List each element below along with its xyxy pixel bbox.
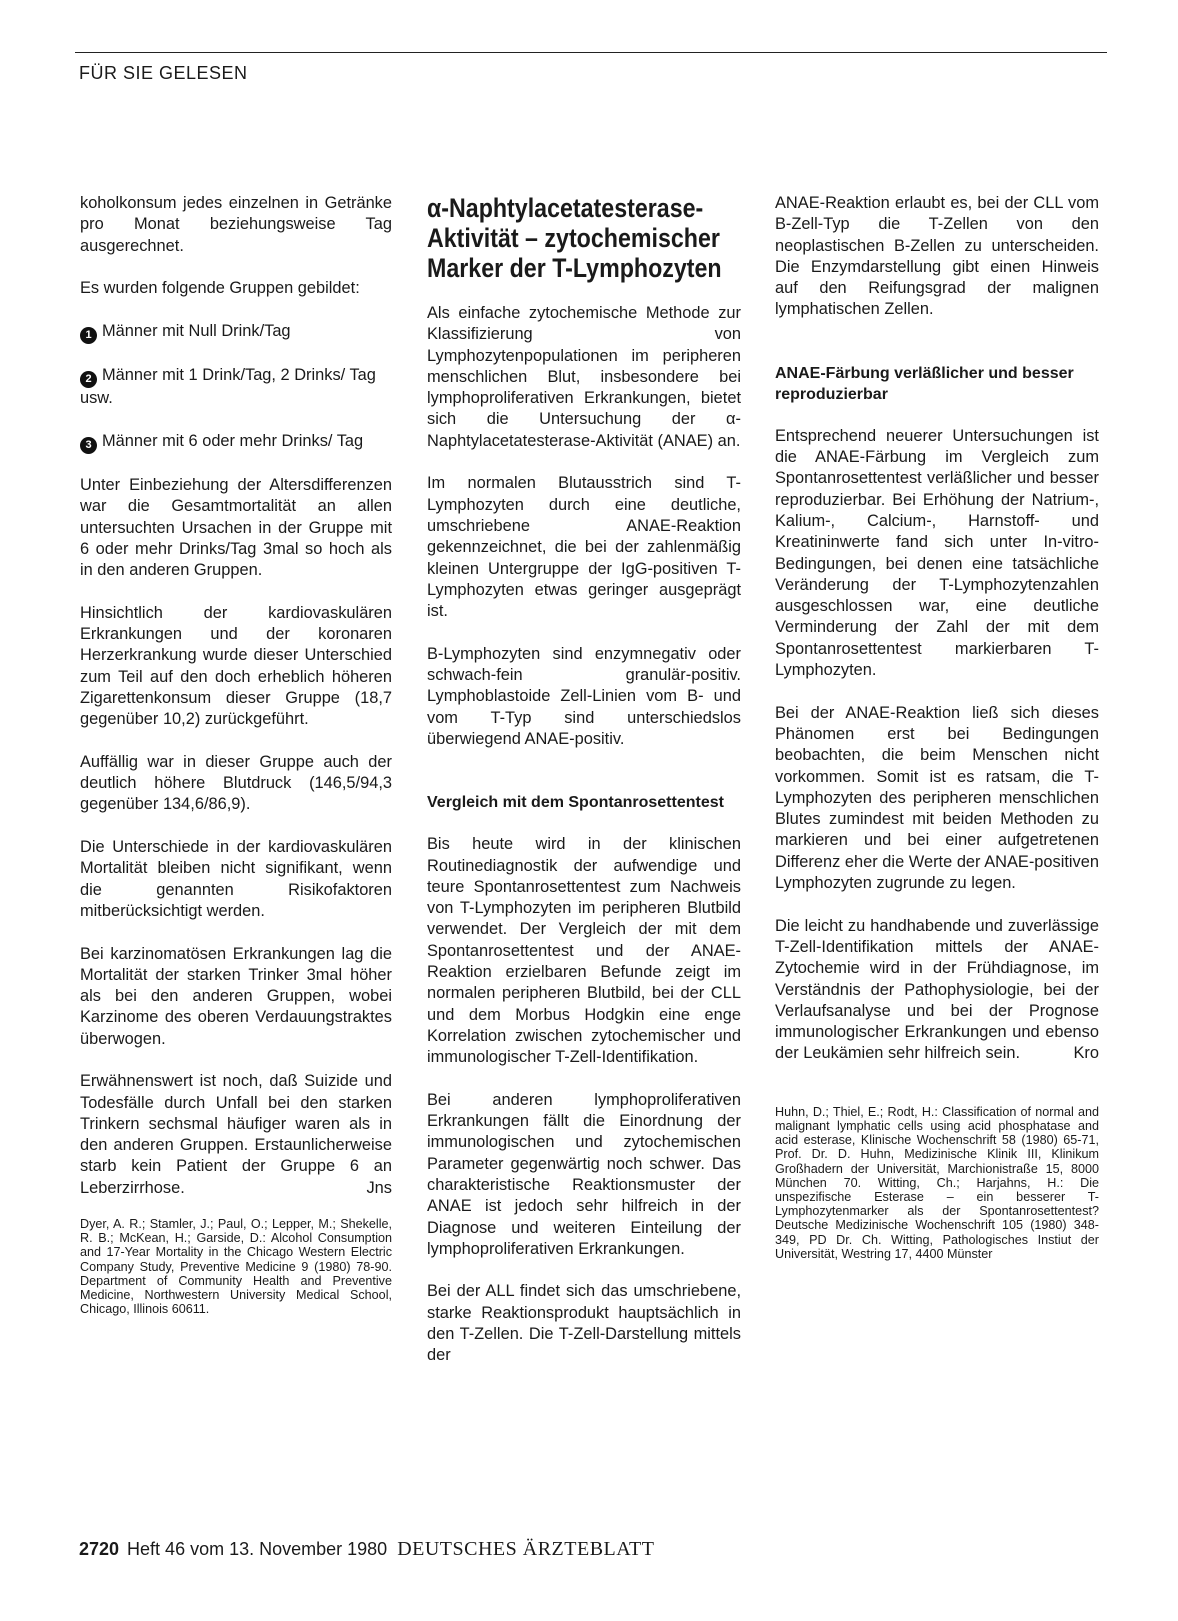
page-number: 2720: [79, 1539, 120, 1559]
col2-paragraph: Bei der ALL findet sich das umschriebene, starke Reaktionsprodukt hauptsächlich in den T-Zellen. Die T-Zell-Darstellung mittels der: [427, 1282, 741, 1365]
col2-paragraph: Bei anderen lymphoproliferativen Erkrankungen fällt die Einordnung der immunologischen und zytochemischen Parameter gegenwärtig noch schwer. Das charakteristische Reaktionsmuster der ANAE ist jedoch sehr hilfreich in der Diagnose und weiteren Einteilung der lymphoproliferativen Erkrankungen.: [427, 1090, 741, 1258]
group-item-text: Männer mit Null Drink/Tag: [102, 321, 291, 340]
col3-paragraph: Entsprechend neuerer Untersuchungen ist die ANAE-Färbung im Vergleich zum Spontanrosettentest verläßlicher und besser reproduzierbar. Bei Erhöhung der Natrium-, Kalium-, Calcium-, Harnstoff- und Kreatininwerte fand sich unter In-vitro-Bedingungen, bei denen eine tatsächliche Veränderung der T-Lymphozytenzahlen ausgeschlossen war, eine deutliche Verminderung der Zahl der mit dem Spontanrosettentest markierbaren T-Lymphozyten.: [775, 426, 1099, 680]
col3-paragraph: [775, 916, 1099, 1065]
col1-paragraph: Bei karzinomatösen Erkrankungen lag die Mortalität der starken Trinker 3mal höher als bei den anderen Gruppen, wobei Karzinome des oberen Verdauungstraktes überwogen.: [80, 944, 392, 1048]
reference-citation: Dyer, A. R.; Stamler, J.; Paul, O.; Lepper, M.; Shekelle, R. B.; McKean, H.; Garside, D.: Alcohol Consumption and 17-Year Mortality in the Chicago Western Electric Company Study, Preventive Medicine 9 (1980) 78-90. Department of Community Health and Preventive Medicine, Northwestern University Medical School, Chicago, Illinois 60611.: [80, 1217, 392, 1317]
col1-paragraph: Die Unterschiede in der kardiovaskulären Mortalität bleiben nicht signifikant, wenn die genannten Risikofaktoren mitberücksichtigt werden.: [80, 838, 392, 920]
page-footer: [79, 1538, 654, 1561]
group-item: [80, 321, 392, 344]
col3-paragraph: ANAE-Reaktion erlaubt es, bei der CLL vom B-Zell-Typ die T-Zellen von den neoplastischen B-Zellen zu unterscheiden. Die Enzymdarstellung gibt einen Hinweis auf den Reifungsgrad der malignen lymphatischen Zellen.: [775, 194, 1099, 319]
col3-paragraph: Bei der ANAE-Reaktion ließ sich dieses Phänomen erst bei Bedingungen beobachten, die beim Menschen nicht vorkommen. Somit ist es ratsam, die T-Lymphozyten des peripheren menschlichen Blutes zumindest mit beiden Methoden zu markieren und bei einer aufgetretenen Differenz eher die Werte der ANAE-positiven Lymphozyten zugrunde zu legen.: [775, 703, 1099, 893]
col2-paragraph: B-Lymphozyten sind enzymnegativ oder schwach-fein granulär-positiv. Lymphoblastoide Zell-Linien vom B- und vom T-Typ sind unterschiedslos überwiegend ANAE-positiv.: [427, 644, 741, 748]
group-item-text: Männer mit 6 oder mehr Drinks/ Tag: [102, 431, 364, 450]
author-signature: Jns: [366, 1178, 392, 1197]
col1-paragraph: Unter Einbeziehung der Altersdifferenzen war die Gesamtmortalität an allen untersuchten Ursachen in der Gruppe mit 6 oder mehr Drinks/Tag 3mal so hoch als in den anderen Gruppen.: [80, 475, 392, 580]
col2-paragraph: Als einfache zytochemische Methode zur Klassifizierung von Lymphozytenpopulationen im peripheren menschlichen Blut, insbesondere bei lymphoproliferativen Erkrankungen, bietet sich die Untersuchung der α-Naphtylacetatesterase-Aktivität (ANAE) an.: [427, 304, 741, 450]
column-2: [427, 193, 741, 1388]
col1-paragraph: koholkonsum jedes einzelnen in Getränke pro Monat beziehungsweise Tag ausgerechnet.: [80, 194, 392, 255]
section-label: FÜR SIE GELESEN: [79, 63, 248, 83]
col1-paragraph: [80, 1071, 392, 1199]
col2-paragraph: Im normalen Blutausstrich sind T-Lymphozyten durch eine deutliche, umschriebene ANAE-Reaktion gekennzeichnet, die bei der zahlenmäßig kleinen Untergruppe der IgG-positiven T-Lymphozyten etwas geringer ausgeprägt ist.: [427, 474, 741, 621]
col2-paragraph: Bis heute wird in der klinischen Routinediagnostik der aufwendige und teure Spontanrosettentest zum Nachweis von T-Lymphozyten im peripheren Blutbild verwendet. Der Vergleich der mit dem Spontanrosettentest und der ANAE-Reaktion erzielbaren Befunde zeigt im normalen peripheren Blutbild, bei der CLL und dem Morbus Hodgkin eine enge Korrelation zwischen zytochemischer und immunologischer T-Zell-Identifikation.: [427, 835, 741, 1067]
col1-paragraph: Auffällig war in dieser Gruppe auch der deutlich höhere Blutdruck (146,5/94,3 gegenüber 134,6/86,9).: [80, 752, 392, 814]
col1-paragraph-text: Erwähnenswert ist noch, daß Suizide und Todesfälle durch Unfall bei den starken Trinkern sechsmal häufiger waren als in den anderen Gruppen. Erstaunlicherweise starb kein Patient der Gruppe 6 an Leberzirrhose.: [80, 1072, 392, 1197]
section-subheading: Vergleich mit dem Spontanrosettentest: [427, 794, 724, 812]
number-badge-icon: 2: [80, 371, 97, 388]
reference-citation: Huhn, D.; Thiel, E.; Rodt, H.: Classification of normal and malignant lymphatic cells using acid phosphatase and acid esterase, Klinische Wochenschrift 58 (1980) 65-71, Prof. Dr. D. Huhn, Medizinische Klinik III, Klinikum Großhadern der Universität, Marchionistraße 15, 8000 München 70. Witting, Ch.; Harjahns, H.: Die unspezifische Esterase – ein besserer T-Lymphozytenmarker als der Spontanrosettentest? Deutsche Medizinische Wochenschrift 105 (1980) 348-349, PD Dr. Ch. Witting, Pathologisches Instiut der Universität, Westring 17, 4400 Münster: [775, 1104, 1099, 1261]
author-signature: Kro: [1073, 1044, 1099, 1063]
header-rule: [75, 52, 1107, 53]
group-item-text: Männer mit 1 Drink/Tag, 2 Drinks/ Tag usw.: [80, 366, 376, 408]
col1-paragraph: Es wurden folgende Gruppen gebildet:: [80, 279, 360, 298]
article-title: α-Naphtylacetatesterase-Aktivität – zytochemischer Marker der T-Lymphozyten: [427, 193, 722, 283]
col1-paragraph: Hinsichtlich der kardiovaskulären Erkrankungen und der koronaren Herzerkrankung wurde dieser Unterschied zum Teil auf den doch erheblich höheren Zigarettenkonsum dieser Gruppe (18,7 gegenüber 10,2) zurückgeführt.: [80, 603, 392, 729]
group-item: [80, 431, 392, 454]
number-badge-icon: 1: [80, 327, 97, 344]
group-item: [80, 365, 392, 409]
issue-info: Heft 46 vom 13. November 1980: [127, 1539, 388, 1559]
column-3: [775, 193, 1099, 1261]
journal-name: DEUTSCHES ÄRZTEBLATT: [397, 1538, 655, 1560]
column-1: [80, 193, 392, 1316]
number-badge-icon: 3: [80, 437, 97, 454]
col3-paragraph-text: Die leicht zu handhabende und zuverlässige T-Zell-Identifikation mittels der ANAE-Zytochemie wird in der Frühdiagnose, im Verständnis der Pathophysiologie, bei der Verlaufsanalyse und bei der Prognose immunologischer Erkrankungen und ebenso der Leukämien sehr hilfreich sein.: [775, 916, 1099, 1063]
section-subheading: ANAE-Färbung verläßlicher und besser reproduzierbar: [775, 364, 1074, 403]
